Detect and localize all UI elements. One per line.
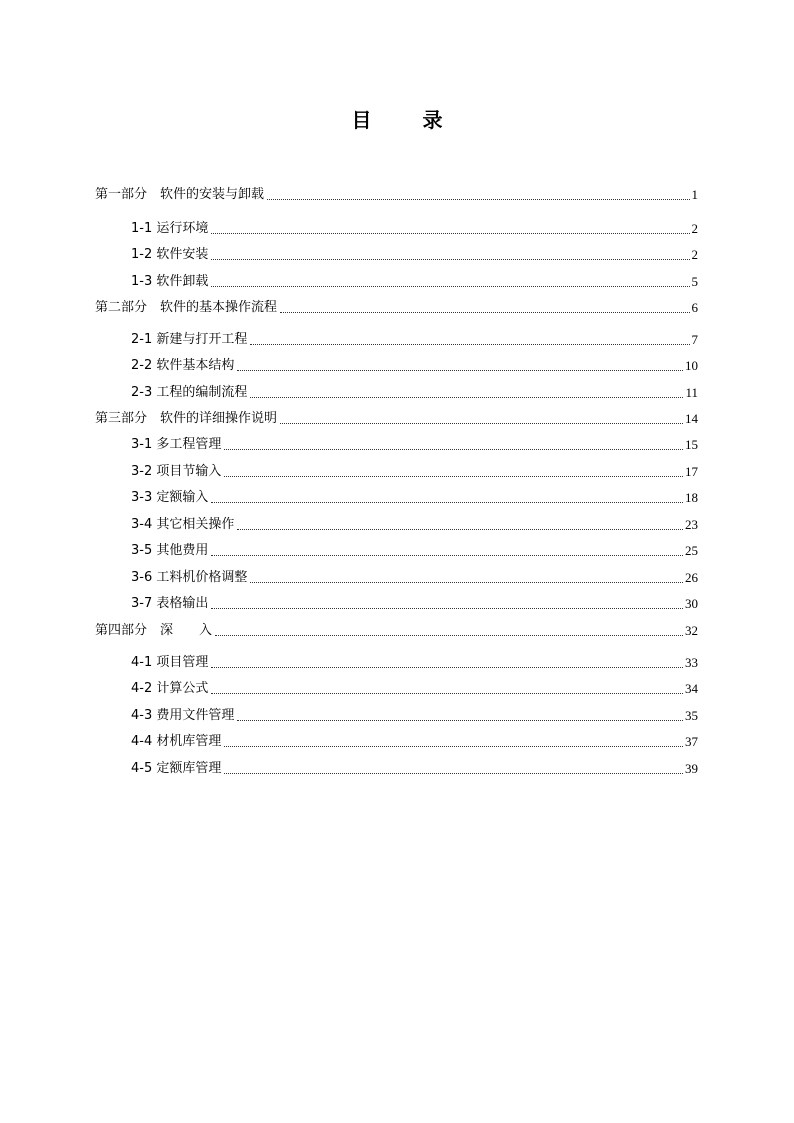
toc-entry-page-number: 10 xyxy=(685,358,698,373)
toc-dot-leader xyxy=(237,370,683,371)
toc-entry-page-number: 1 xyxy=(691,187,698,202)
toc-entry-page-number: 18 xyxy=(685,490,698,505)
toc-entry-page-number: 35 xyxy=(685,708,698,723)
toc-section-entry xyxy=(0,269,794,291)
toc-entry-page-number: 39 xyxy=(685,761,698,776)
toc-section-entry xyxy=(0,703,794,725)
toc-dot-leader xyxy=(280,423,683,424)
toc-entry-label: 1-3 软件卸载 xyxy=(131,274,209,289)
toc-part-entry xyxy=(0,618,794,640)
toc-section-entry xyxy=(0,676,794,698)
toc-dot-leader xyxy=(237,529,683,530)
toc-section-entry xyxy=(0,591,794,613)
toc-entry-page-number: 2 xyxy=(691,221,698,236)
toc-entry-label: 4-3 费用文件管理 xyxy=(131,708,235,723)
toc-section-entry xyxy=(0,459,794,481)
toc-section-entry xyxy=(0,650,794,672)
toc-entry-label: 3-7 表格输出 xyxy=(131,596,209,611)
toc-dot-leader xyxy=(211,608,683,609)
toc-entry-label: 4-2 计算公式 xyxy=(131,681,209,696)
toc-section-entry xyxy=(0,380,794,402)
toc-entry-label: 2-3 工程的编制流程 xyxy=(131,385,248,400)
toc-entry-label: 第二部分 软件的基本操作流程 xyxy=(95,300,278,315)
toc-part-entry xyxy=(0,182,794,204)
toc-dot-leader xyxy=(224,449,683,450)
toc-dot-leader xyxy=(215,635,683,636)
toc-section-entry xyxy=(0,756,794,778)
toc-dot-leader xyxy=(211,555,683,556)
toc-section-entry xyxy=(0,565,794,587)
toc-entry-page-number: 6 xyxy=(691,300,698,315)
toc-entry-label: 第三部分 软件的详细操作说明 xyxy=(95,411,278,426)
toc-part-entry xyxy=(0,295,794,317)
toc-dot-leader xyxy=(250,397,683,398)
toc-entry-label: 第一部分 软件的安装与卸载 xyxy=(95,187,265,202)
toc-section-entry xyxy=(0,216,794,238)
toc-dot-leader xyxy=(211,502,683,503)
toc-dot-leader xyxy=(211,259,689,260)
toc-entry-label: 3-1 多工程管理 xyxy=(131,437,222,452)
toc-entry-page-number: 30 xyxy=(685,596,698,611)
toc-entry-label: 4-4 材机库管理 xyxy=(131,734,222,749)
toc-dot-leader xyxy=(280,312,689,313)
toc-section-entry xyxy=(0,327,794,349)
toc-entry-page-number: 2 xyxy=(691,247,698,262)
toc-entry-label: 1-2 软件安装 xyxy=(131,247,209,262)
toc-entry-label: 3-6 工料机价格调整 xyxy=(131,570,248,585)
toc-dot-leader xyxy=(224,746,683,747)
toc-section-entry xyxy=(0,729,794,751)
toc-dot-leader xyxy=(224,476,683,477)
toc-entry-label: 3-3 定额输入 xyxy=(131,490,209,505)
toc-section-entry xyxy=(0,485,794,507)
toc-dot-leader xyxy=(211,233,689,234)
toc-entry-label: 2-1 新建与打开工程 xyxy=(131,332,248,347)
toc-entry-page-number: 34 xyxy=(685,681,698,696)
toc-part-entry xyxy=(0,406,794,428)
toc-entry-page-number: 37 xyxy=(685,734,698,749)
toc-section-entry xyxy=(0,512,794,534)
toc-dot-leader xyxy=(211,693,683,694)
toc-entry-label: 4-5 定额库管理 xyxy=(131,761,222,776)
toc-entry-page-number: 7 xyxy=(691,332,698,347)
toc-entry-page-number: 26 xyxy=(685,570,698,585)
toc-entry-page-number: 17 xyxy=(685,464,698,479)
toc-section-entry xyxy=(0,242,794,264)
toc-dot-leader xyxy=(224,773,683,774)
toc-entry-label: 4-1 项目管理 xyxy=(131,655,209,670)
toc-section-entry xyxy=(0,538,794,560)
toc-title: 目 录 xyxy=(351,108,465,132)
toc-entry-page-number: 23 xyxy=(685,517,698,532)
toc-entry-label: 1-1 运行环境 xyxy=(131,221,209,236)
toc-entry-page-number: 33 xyxy=(685,655,698,670)
toc-entry-label: 3-2 项目节输入 xyxy=(131,464,222,479)
toc-section-entry xyxy=(0,353,794,375)
toc-section-entry xyxy=(0,432,794,454)
toc-entry-label: 2-2 软件基本结构 xyxy=(131,358,235,373)
toc-dot-leader xyxy=(211,286,689,287)
toc-entry-page-number: 15 xyxy=(685,437,698,452)
toc-dot-leader xyxy=(250,344,689,345)
toc-dot-leader xyxy=(250,582,683,583)
toc-entry-label: 3-5 其他费用 xyxy=(131,543,209,558)
toc-entry-label: 第四部分 深 入 xyxy=(95,623,213,638)
toc-entry-page-number: 11 xyxy=(685,385,698,400)
toc-dot-leader xyxy=(267,199,689,200)
toc-entry-page-number: 25 xyxy=(685,543,698,558)
toc-entry-page-number: 32 xyxy=(685,623,698,638)
toc-entry-label: 3-4 其它相关操作 xyxy=(131,517,235,532)
toc-dot-leader xyxy=(211,667,683,668)
toc-entry-page-number: 14 xyxy=(685,411,698,426)
toc-entry-page-number: 5 xyxy=(691,274,698,289)
toc-dot-leader xyxy=(237,720,683,721)
